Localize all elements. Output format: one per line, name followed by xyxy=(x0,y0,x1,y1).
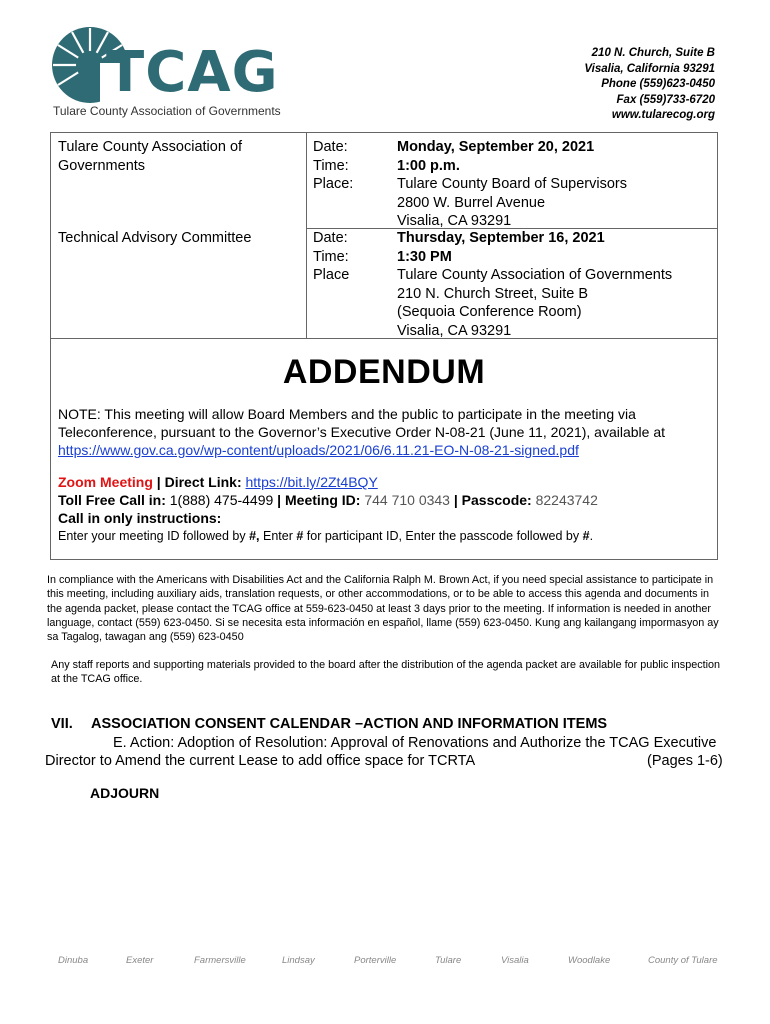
date-label: Date: xyxy=(313,139,348,155)
call-in-instructions: Enter your meeting ID followed by #, Enter # for participant ID, Enter the passcode followed by #. xyxy=(58,529,594,543)
address-line-1: 210 N. Church, Suite B xyxy=(591,47,715,59)
meeting-id-label: | Meeting ID: xyxy=(273,492,365,508)
item-e-line-2: Director to Amend the current Lease to add office space for TCRTA xyxy=(45,753,476,769)
meeting-1-date: Monday, September 20, 2021 xyxy=(397,139,595,155)
meeting-1-place: Visalia, CA 93291 xyxy=(397,213,512,229)
meeting-body-tac: Technical Advisory Committee xyxy=(58,230,252,246)
meeting-1-time: 1:00 p.m. xyxy=(397,157,460,174)
address-line-2: Visalia, California 93291 xyxy=(584,62,715,75)
place-label: Place xyxy=(313,267,350,283)
direct-link-label: | Direct Link: xyxy=(152,474,246,490)
footer-city: Lindsay xyxy=(282,955,315,966)
zoom-meeting-label: Zoom Meeting xyxy=(58,474,153,490)
meeting-2-place: 210 N. Church Street, Suite B xyxy=(397,285,589,302)
toll-free-label: Toll Free Call in: xyxy=(58,492,170,508)
meeting-2-place: Visalia, CA 93291 xyxy=(397,322,512,339)
addendum-title: ADDENDUM xyxy=(282,353,486,391)
footer-city: Porterville xyxy=(354,955,397,966)
meeting-1-place: 2800 W. Burrel Avenue xyxy=(397,194,546,211)
footer-city: Tulare xyxy=(435,955,462,966)
meeting-2-place: (Sequoia Conference Room) xyxy=(397,304,582,320)
passcode-label: | Passcode: xyxy=(449,492,536,508)
section-title: ASSOCIATION CONSENT CALENDAR –ACTION AND INFORMATION ITEMS xyxy=(91,716,608,732)
staff-reports-notice: Any staff reports and supporting materials provided to the board after the distribution of the agenda packet are available for public inspection at the TCAG office. xyxy=(51,659,721,686)
ada-compliance-notice: In compliance with the Americans with Disabilities Act and the California Ralph M. Brown Act, if you need special assistance to participate in this meeting, including auxiliary aids, translation requests, or other accommodations, or to be able to access this agenda and documents in the agenda packet, please contact the TCAG office at 559-623-0450 at least 3 days prior to the meeting. If information is needed in another language, contact (559) 623-0450. Si se necesita esta información en español, llame (559) 623-0450. Kung ang kailangang impormasyon ay sa Tagalog, tawagan ang (559) 623-0450 xyxy=(47,574,719,644)
time-label: Time: xyxy=(313,157,349,174)
adjourn-heading: ADJOURN xyxy=(90,785,160,801)
zoom-direct-link[interactable]: https://bit.ly/2Zt4BQY xyxy=(245,474,378,490)
date-label: Date: xyxy=(313,230,348,246)
item-e-line-1: E. Action: Adoption of Resolution: Approval of Renovations and Authorize the TCAG Executive xyxy=(113,734,717,751)
office-address xyxy=(584,46,715,124)
logo-subtitle: Tulare County Association of Governments xyxy=(53,104,281,118)
logo-wordmark: TCAG xyxy=(106,40,279,105)
footer-city: Visalia xyxy=(501,955,529,966)
footer-city: County of Tulare xyxy=(648,955,718,966)
call-in-title: Call in only instructions: xyxy=(58,510,222,526)
zoom-details xyxy=(58,473,708,545)
meeting-body-tcag: Tulare County Association of Governments xyxy=(58,139,243,174)
footer-city: Dinuba xyxy=(58,955,89,966)
footer-city: Woodlake xyxy=(568,955,611,966)
tcag-logo xyxy=(50,25,280,125)
executive-order-link[interactable]: https://www.gov.ca.gov/wp-content/uploads/2021/06/6.11.21-EO-N-08-21-signed.pdf xyxy=(58,442,579,458)
meeting-2-details xyxy=(397,229,672,340)
meeting-2-time: 1:30 PM xyxy=(397,248,452,265)
meeting-2-place: Tulare County Association of Governments xyxy=(397,267,673,283)
meeting-2-labels xyxy=(313,229,349,285)
section-number: VII. xyxy=(51,716,73,732)
phone-number: Phone (559)623-0450 xyxy=(601,78,715,90)
footer-city: Exeter xyxy=(126,955,154,966)
meeting-1-place: Tulare County Board of Supervisors xyxy=(397,176,627,192)
time-label: Time: xyxy=(313,248,349,265)
toll-free-number: 1(888) 475-4499 xyxy=(169,492,274,508)
item-e-pages: (Pages 1-6) xyxy=(647,753,723,769)
place-label: Place: xyxy=(313,176,354,192)
meeting-1-details xyxy=(397,138,627,231)
footer-city: Farmersville xyxy=(194,955,246,966)
meeting-id: 744 710 0343 xyxy=(364,492,450,508)
note-text: NOTE: This meeting will allow Board Members and the public to participate in the meeting via Teleconference, pursuant to the Governor’s Executive Order N-08-21 (June 11, 2021), available at xyxy=(58,406,666,440)
passcode: 82243742 xyxy=(535,492,598,508)
meeting-info-table xyxy=(50,132,718,560)
meeting-2-date: Thursday, September 16, 2021 xyxy=(397,230,605,246)
fax-number: Fax (559)733-6720 xyxy=(616,93,715,106)
website[interactable]: www.tularecog.org xyxy=(611,109,715,121)
section-vii xyxy=(45,715,751,771)
member-cities-footer xyxy=(58,955,718,969)
teleconference-note xyxy=(58,405,708,459)
meeting-1-labels xyxy=(313,138,353,194)
